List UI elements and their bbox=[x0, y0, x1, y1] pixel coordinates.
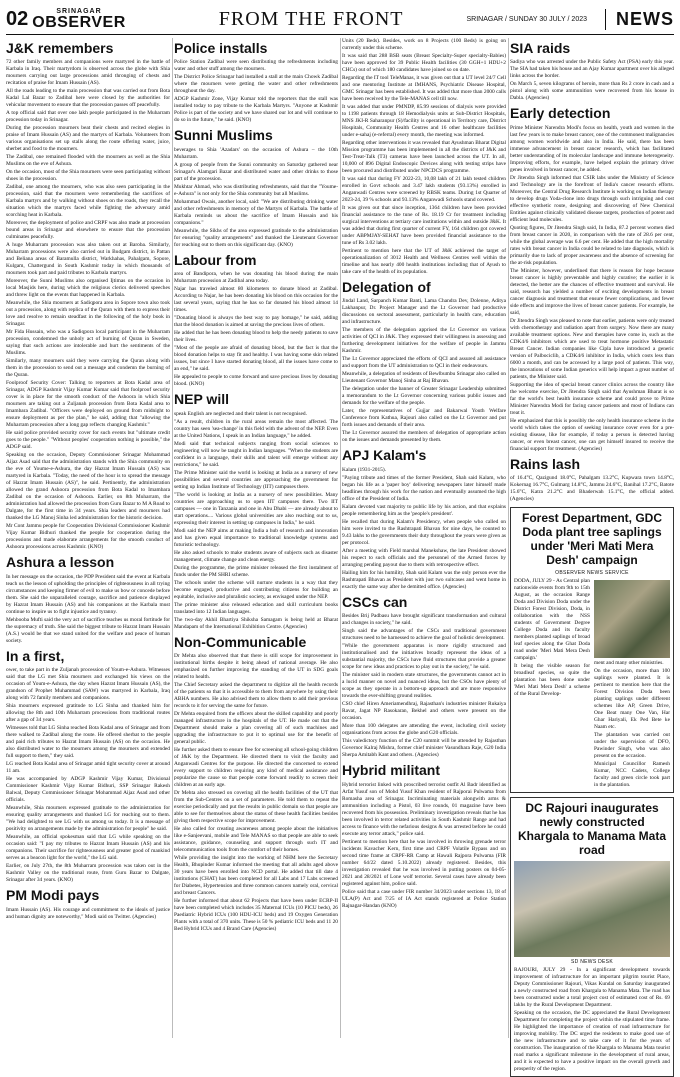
paragraph: Mr Fida Hussain, who was a Sadiqpora local participant in the Muharram procession, condemned the unholy act of burning of Quran in Sweden, saying that such actions are intolerable and hurt the sentiments of the Muslims. bbox=[6, 329, 170, 357]
paragraph: The District Police Srinagar had installed a stall at the main Chowk Zadibal where the mourners were getting the water and other refreshments throughout the day. bbox=[174, 74, 338, 95]
paragraph: Mohammad Owais, another local, said: "We are distributing drinking water and other refreshments in memory of the Martyrs of Karbala. The battle of Karbala reminds us about the sacrifice of Imam Hussain and his companions." bbox=[174, 198, 338, 226]
paragraph: Moreover, the Sunni Muslims also organised Ijtimas on the occasion in local Masjids here, during which the religious clerics delivered speeches and threw light on the events that happened in Karbala. bbox=[6, 278, 170, 299]
headline: CSCs can bbox=[342, 593, 408, 610]
two-column-body bbox=[514, 578, 670, 790]
paragraph: The Lt Governor appreciated the efforts of QCI and assured all assistance and support from the UT administration to QCI in their endeavours. bbox=[342, 356, 506, 370]
paragraph: It was said that during FY 2022-23, 10,08 lakh of 21 lakh tested children enrolled in Govt schools and 3.47 lakh students (93.13%) enrolled in Anganwadi Centres were screened by RBSK teams. During 1st Quarter of 2023-24, 39 % schools and 93.13% Anganwadi Schools stand covered. bbox=[342, 176, 506, 203]
paragraph: Quoting figures, Dr Jitendra Singh said, In India, 87.2 percent women died from breast cancer in 2020, in comparison with the rate of 28.6 per cent, while the global average was 6.6 per cent. He added that the high mortality rates with breast cancer in India could be related to late diagnosis, which is primarily due to lack of proper awareness and the absence of screening for the at-risk population. bbox=[510, 224, 674, 266]
paragraph: "While the government apparatus is more rigidly structured and institutionalised and the initiatives broadly represent the ideas of a substantial majority, the CSCs have fluid structures that provide a greater scope for new ideas and practices to play out in the society," he said. bbox=[342, 643, 506, 671]
paragraph: He also called for creating awareness among people about the initiatives like e-Sanjeevani, mobile and Tele MANAS so that people are able to seek assistance, guidance, counseling and support through such IT and telecommunication tools from the comfort of their homes. bbox=[174, 825, 338, 853]
paragraph: The two-day Akhil Bhartiya Shiksha Samagam is being held at Bharat Mandapam of the International Exhibition Centre. (Agencies) bbox=[174, 616, 338, 630]
paragraph: During the programme, the prime minister released the first instalment of funds under the PM SHRI scheme. bbox=[174, 564, 338, 578]
paragraph: It was given out that since inception, 1364 children have been provided financial assistance to the tune of Rs. 18.19 Cr for treatment including surgical interventions at tertiary care institutions within and outside J&K. It was added that during first quarter of current FY, 164 children got covered under ABPMJAY-SEHAT have been provided financial assistance to the tune of Rs 3.02 lakh. bbox=[342, 205, 506, 246]
paragraph: DODA, JULY 29 - As Central plan nationwide events from 9th to 15th August, as the occasion Range Doda and Division Doda under the District Forest Division, Doda, in collaboration with the NSS students of Government Degree College Doda and its faculty members planted saplings of broad leaf species along the Ghat Doda road under 'Meri Mati Mera Desh campaign.' bbox=[514, 578, 590, 662]
paragraph: Dr Jitendra Singh informed that CSIR labs under the Ministry of Science and Technology are in the forefront of India's cancer research efforts. Moreover, the Central Drug Research Institute is working on Indian therapy to develop drugs Yoda-clone into drugs through such intriguing and cost effective synthetic route, designing and discovering of New Chemical Entities against clinically validated disease targets, production of potent and efficient lead molecules. bbox=[510, 174, 674, 223]
paragraph: Dr Mehta enquired from the officers about the skilled capability and poorly managed infrastructure in the hospitals of the UT. He made out that the Department should make a plan covering all of such machines and upgrading the infrastructure to put it to optimal use for the benefit of general public. bbox=[174, 710, 338, 745]
paragraph: The Lt Governor assured the members of delegation of appropriate action on the issues and demands presented by them. bbox=[342, 430, 506, 444]
paragraph: The Zadibal, one remained flooded with the mourners as well as the Shia Muslims on the eve of Ashura. bbox=[6, 154, 170, 168]
paragraph: He further asked them to ensure free for screening all school-going children of J&K by the Department. He directed them to visit the faculty and Anganwadi Centres for the purpose. He directed the concerned to extend every support to children requiring any kind of medical assistance and popularize the cause so that people come forward readily to screen their children at an early age. bbox=[174, 746, 338, 788]
paragraph: Meanwhile, an official spokesman said that LG while speaking on the occasion said: "I pay my tributes to Hazrat Imam Hussain (AS) and his companions. Their sacrifice for righteousness and greater good of mankind serves as a beacon light for the world," the LG said. bbox=[6, 834, 170, 862]
paragraph: More than 100 delegates are attending the event, including civil society organisations from across the globe and G20 officials. bbox=[342, 723, 506, 737]
paragraph: Dr Mehta also observed that that there is still scope for improvement in institutional births despite it being ahead of national average. He also emphasized on further improving the standing of the UT in SDG goals related to health. bbox=[174, 652, 338, 680]
headline: Sunni Muslims bbox=[174, 127, 273, 144]
story-early-detection bbox=[510, 106, 674, 452]
paragraph: "The world is looking at India as a nursery of new possibilities. Many countries are approaching us to open IIT campuses there. Two IIT campuses — one in Tanzania and one in Abu Dhabi — are already about to start operations.... Various global universities are also reaching out to us, expressing their interest in setting up campuses in India," he said. bbox=[174, 491, 338, 526]
story-pm-modi bbox=[6, 888, 170, 920]
paragraph: Speaking on the occasion, Deputy Commissioner Srinagar Mohammad Aijaz Asad said that the administration stands with the Shia community on the eve of Youme-e-Ashura, the day Hazrat Imam Hussain (AS) was martyred in Karbala. "Today, the need of the hour is to spread the message of Hazrat Imam Hussain (AS)", he said. Pertinently, the administration allowed the grand Ashoora procession from Bota Kadal to Imambara Zadibal on the occasion of Ashoora. Earlier, on 8th Muharram, the administration had allowed the procession from Guru Bazar to M A Road to Dalgate, for the first time in 34 years. Shia leaders and mourners had thanked the LG Manoj Sinha led administration for the historic decision. bbox=[6, 452, 170, 522]
paragraph: During the procession mourners beat their chests and recited elegies in praise of Imam Hussain (AS) and the martyrs of Karbala. Volunteers from various organisations set up stalls along the route offering water, juice, sherbet and food to the mourners. bbox=[6, 125, 170, 153]
headline: In a first, bbox=[6, 647, 65, 664]
paragraph: Dr Jitendra Singh was pleased to note that earlier, patients were only treated with chemotherapy and radiation apart from surgery. Now there are many available treatment options. New and therapies have come in, such as the CDK4/6 inhibitors which are used to treat hormone positive Metastatic Breast Cancer. Indian companies like Cipla have introduced a generic version of Palbociclib, a CDK4/6 inhibitor in India, which costs less than 6000 a month, and can be accessed by a large pool of patients. This way, the innovations of some Indian generics will help impact a great number of patients, the Minister said. bbox=[510, 317, 674, 380]
paragraph: The members of the delegation apprised the Lt Governor on various activities of QCI in J&K. They expressed their willingness in assessing and furthering development initiatives for the welfare of people in Jammu Kashmir. bbox=[342, 327, 506, 355]
paragraph: Shia mourners expressed gratitude to LG Sinha and thanked him for allowing the 8th and 10th Muharram processions from traditional routes after a gap of 34 years. bbox=[6, 703, 170, 724]
paragraph: RAJOURI, JULY 29 - In a significant development towards improvement of infrastructure for an important pilgrim tourist Place, Deputy Commissioner Rajouri, Vikas Kundal on Saturday inaugurated a newly constructed road from Khargala to Manama Mata. The road has been constructed under a total project cost of estimated cost of Rs. 69 lakhs by the Rural Development Department. bbox=[514, 966, 670, 1008]
paragraph: A top official said that over one lakh people participated in the Muharram procession today in Srinagar. bbox=[6, 110, 170, 124]
column-4 bbox=[510, 38, 674, 1072]
paragraph: CSO chief Hiren Ameriamendhraj, Rajasthan's industries minister Rukaiya Ravat, Jagat NP Rasokaran, Bekhel and others were present on the occasion. bbox=[342, 701, 506, 722]
story-delegation bbox=[342, 280, 506, 444]
story-health-continued bbox=[342, 38, 506, 276]
headline: SIA raids bbox=[510, 40, 571, 56]
column-1 bbox=[6, 38, 170, 1038]
paragraph: ADGP Kashmir Zone, Vijay Kumar told the reporters that the stall was installed today to pay tribute to the Karbala Martyrs. "Anyone at Kashmir Police is part of the society and we have shared our lot and will continue to do so in the future," he said. (KNO) bbox=[174, 96, 338, 124]
byline: SD NEWS DESK bbox=[571, 958, 613, 965]
paragraph: Kalam devoted vast majority to public life by his action, and that explains people remembering him as the 'people's president'. bbox=[342, 503, 506, 517]
story-non-communicable bbox=[174, 635, 338, 933]
paragraph: This valedictory function of the C20 summit will be attended by Rajasthan Governor Kalraj Mishra, former chief minister Vasundhara Raje, G20 India Sherpa Amitabh Kant and others. (Agencies) bbox=[342, 738, 506, 759]
paragraph: The minister said in modern state structures, the governments cannot act in a lucid manner on novel and nuanced ideas, but the CSOs have plenty of scope as they operate in a bottom-up approach and are more responsive towards the ever-shifting ground realities. bbox=[342, 672, 506, 700]
body-right-text bbox=[594, 660, 670, 789]
paragraph: He said police provided security cover for such events but "ultimate credit goes to the people." "Without peoples' cooperation nothing is possible," the ADGP said. bbox=[6, 430, 170, 451]
paragraph: Earlier, on July 27th, the 8th Muharram procession was taken out in the Kashmir Valley on the traditional route, from Guru Bazar to Dalgate, Srinagar after 34 years. (KNO) bbox=[6, 863, 170, 884]
story-forest-department bbox=[510, 507, 674, 793]
paragraph: The delegation under the banner of Greater Srinagar Leadership submitted a memorandum to the Lt Governor concerning various public issues and demands for the welfare of the people. bbox=[342, 386, 506, 407]
headline: NEP will bbox=[174, 391, 229, 408]
paragraph: area of Bandipora, when he was donating his blood during the main Muharram procession at Zadibal area today. bbox=[174, 271, 338, 285]
paragraph: 72 other family members and companions were martyred in the battle of Karbala in Iraq. Their martyrdom is observed across the globe with Shia mourners carrying out large processions amid thronging of chests and recitation of praise for Imam Hussain (AS). bbox=[6, 59, 170, 87]
headline: Non-Communicable bbox=[174, 633, 307, 650]
page-number: 02 bbox=[6, 7, 29, 30]
column-3 bbox=[342, 38, 506, 1038]
paragraph: Regarding the IT tool TeleManas, it was given out that a UT level 24/7 Cell and one mentoring Institute at IMHANS, Psychiatric Disease Hospital, GMC Srinagar has been established. It was added that more than 2000 calls have been received by the Tele-MANAS cell till now. bbox=[342, 75, 506, 102]
paragraph: The prime minister also released education and skill curriculum books translated into 12 Indian languages. bbox=[174, 601, 338, 615]
headline: Police installs bbox=[174, 40, 268, 56]
paragraph: Najar has traveled almost 80 kilometers to donate blood at Zadibal. According to Najar, he has been donating his blood on this occasion for the last several years, saying that he has so far donated his blood almost 14 times. bbox=[174, 286, 338, 314]
column-2 bbox=[174, 38, 338, 1038]
paragraph: Meanwhile, a delegation of residents of Bewlbumbu Srinagar also called on Lieutenant Governor Manoj Sinha at Raj Bhavan. bbox=[342, 371, 506, 385]
paragraph: The plantation was carried out under the supervision of DFO, Pawinder Singh, who was also present on the occasion. bbox=[594, 732, 670, 760]
paragraph: In her message on the occasion, the PDP President said the event at Karbala teach us the lesson of upholding the principles of righteousness in all trying circumstances and keeping firmer of evil to make us bow or concede before them. She said the unparalleled courage, sacrifice and patience displayed by Hazrat Imam Hussain (AS) and his companions at the Karbala must continue to inspire us to fight injustice and tyranny. bbox=[6, 573, 170, 615]
paragraph: All the roads leading to the main procession that was carried out from Bota Kadal Lal Bazar to Zadibal here were closed by the authorities for vehicular movement to ensure that the procession passes off peacefully. bbox=[6, 88, 170, 109]
column-divider bbox=[340, 38, 341, 1038]
body bbox=[514, 967, 670, 1073]
headline: Early detection bbox=[510, 105, 611, 122]
paragraph: Similarly, many mourners said they were carrying the Quran along with them in the procession to send out a message and condemn the burning of the Quran. bbox=[6, 358, 170, 379]
paragraph: The schools under the scheme will nurture students in a way that they become engaged, productive and contributing citizens for building an equitable, inclusive and pluralistic society, as envisaged under the NEP. bbox=[174, 579, 338, 600]
paragraph: Sadiya who was arrested under the Public Safety Act (PSA) early this year. The SIA had taken his house and an Ajay Kumar apartment over his alleged links across the border. bbox=[510, 59, 674, 80]
paragraph: Hybrid terrorist linked with proscribed terrorist outfit Al Badr identified as Arfat Yusuf son of Mohd Yusuf Khan resident of Rajporai Pulwama from Romasha area of Srinagar. Incriminating materials alongwith arms & ammunition including a Pistol, 03 live rounds, 01 magazine have been recovered from his possession. Preliminary investigation reveals that he has been involved in terror related activities in South Kashmir Range and had access to finance with the nefarious designs & was arrested before he could execute any terror attack," police said. bbox=[342, 781, 506, 837]
paragraph: He recalled that during Kalam's Presidency, when people who called on him were invited to the Rashtrapati Bhavan for nine days, he counted to 9.43 lakhs to the governments their duty throughout the years were given as per protocol. bbox=[342, 518, 506, 546]
paragraph: Mehbooba Mufti said the very act of sacrifice teaches us moral fortitude for the supremacy of truth. She said the biggest tribute to Hazrat Imam Hussain (A.S.) would be that we stand united for the welfare and peace of human society. bbox=[6, 616, 170, 644]
story-labour-from bbox=[174, 253, 338, 388]
paragraph: He was accompanied by ADGP Kashmir Vijay Kumar, Divisional Commissioner Kashmir Vijay Kumar Bidhuri, SSP Srinagar Rakesh Balwal, Deputy Commissioner Srinagar Mohammad Aijaz Asad and other officials. bbox=[6, 776, 170, 804]
brand-logo bbox=[32, 8, 126, 31]
masthead bbox=[6, 4, 674, 35]
headline: APJ Kalam's bbox=[342, 447, 427, 464]
paragraph: Regarding other interventions it was revealed that Ayushman Bharat Digital Mission programme has been implemented in all the districts of J&K and Test-Treat-Talk (T3) cameras have been launched across the UT. In all, 10,000 of 896 Digital Endoscopic Devices along with testing strips have been procured and distributed under NPCDCS programme. bbox=[342, 140, 506, 174]
paragraph: "As a result, children in the rural areas remain the most affected. The country has seen 'sea-change' in this field with the advent of the NEP. Even at the United Nations, I speak in an Indian language," he added. bbox=[174, 418, 338, 439]
paragraph: While providing the insight into the working of NHM here the Secretary Health, Bhupinder Kumar informed the meeting that all adults aged above 30 years have been enrolled into NCD portal. He added that till date 4 institutions (CHAT) has been completed for all Labs and 17 Labs screened for Diabetes, Hypertension and three common cancers namely oral, cervical and breast Cancers. bbox=[174, 854, 338, 896]
road-inauguration-photo bbox=[514, 861, 670, 957]
story-jk-remembers bbox=[6, 41, 170, 551]
headline: Labour from bbox=[174, 251, 257, 268]
paragraph: ment and many other ministries. bbox=[594, 660, 664, 667]
headline: Ashura a lesson bbox=[6, 554, 115, 571]
paragraph: Imam Hussain (AS). His courage and commitment to the ideals of justice and human dignity are noteworthy," Modi said on Twitter. (Agencies) bbox=[6, 906, 170, 920]
tree-planting-photo bbox=[594, 580, 670, 658]
story-police-installs bbox=[174, 41, 338, 124]
paragraph: Kalam (1931-2015). bbox=[342, 466, 387, 473]
brand-main: OBSERVER bbox=[32, 13, 126, 31]
headline: PM Modi pays bbox=[6, 887, 100, 904]
paragraph: The Prime Minister said the world is looking at India as a nursery of new possibilities and several countries are approaching the government for setting up Indian Institute of Technology (IIT) campuses there. bbox=[174, 469, 338, 490]
story-cscs-can bbox=[342, 595, 506, 759]
paragraph: Witnesses told that LG Sinha reached Bota Kadal area of Srinagar and from there walked to Zadibal along the route. He offered sherbat to the people and paid rich tributes to Hazrat Imam Hussain (AS) on the occasion. He also distributed water to the mourners among the mourners and extended full support to them," they said. bbox=[6, 725, 170, 760]
paragraph: Zadibal, one among the mourners, who was also seen participating in the procession, said that the mourners were remembering the sacrifices of Karbala martyrs and by walking without shoes on the roads, they recall the situation which the martyrs faced while fighting the adversary amid scorching heat in Karbala. bbox=[6, 184, 170, 219]
paragraph: "Most of the people are afraid of donating blood, but the fact is that the blood donation helps to stay fit and healthy. I was having some skin related issues, but since I have started donating blood, all the issues have come to an end," he said. bbox=[174, 345, 338, 373]
paragraph: He added that he has been donating blood to help the needy patients to save their lives. bbox=[174, 330, 338, 344]
paragraph: On the occasion, most of the Shia mourners were seen participating without shoes in the procession. bbox=[6, 169, 170, 183]
paragraph: Supporting the idea of special breast cancer clinics across the country like the welcome exercise, Dr Jitendra Singh said that Ayushman Bharat is so far the world's best health insurance scheme and could prove to Prime Minister Narendra Modi for facing cancer patients and most of Indians can treat it. bbox=[510, 381, 674, 416]
paragraph: A huge Muharram procession was also taken out at Baroba. Similarly, Muharram processions were also carried out in Budgam district, in Pattan and Beliana areas of Baramulla district, Warkhahas, Pahalgam, Sopore, Kulgam, Chattergund in South Kashmir today in which thousands of mourners took part and paid tributes to Karbala martyrs. bbox=[6, 242, 170, 277]
paragraph: of 16.4°C, Qazigund 18.0°C, Pahalgam 13.2°C, Kupwara town 14.8°C, Kokernag 16.7°C, Gulmarg 14.8°C, Jammu 24.6°C, Banihal 17.2°C, Batote 15.6°C, Katra 21.2°C and Bhaderwah 15.1°C, the official added. (Agencies) bbox=[510, 475, 674, 503]
paragraph: It being the visible season for broadleaf species, so quite the plantation has been done under 'Meri Mati Mera Desh' a scheme of the Rural Develop- bbox=[514, 663, 590, 698]
story-ashura-lesson bbox=[6, 555, 170, 644]
paragraph: Municipal Councillor Ramesh Kumar, NCC Cadets, College faculty and green circle took part in the plantation. bbox=[594, 761, 670, 789]
paragraph: ower, to take part in the Zuljanah procession of Youm-e-Ashura. Witnesses said that the LG met Shia mourners and exchanged his views on the occasion of Youm-e-Ashura, the day when Hazrat Imam Hussain (AS), the grandson of Prophet Muhammad (SAW) was martyred in Karbala, Iraq along with 72 family members and companions. bbox=[6, 667, 170, 702]
paragraph: "Paying tribute and times of the former President, Shah said Kalam, who began his life as a 'paper boy' delivering newspapers later himself made headlines through his work for the nation and eventually assumed the high office of the President of India. bbox=[342, 474, 506, 502]
paragraph: On the occasion, more than 100 saplings were planted. It is pertinent to mention here that the Forest Division Doda been planting saplings under different schemes like AP, Green Drive, One Beat many One Van, Har Ghar Hariyali, Ek Ped Bete ke Naam etc. bbox=[594, 668, 670, 731]
paragraph: It was added that under PMNDP, 85.99 sessions of dialysis were provided to 1198 patients through 18 Hemodialysis units at Sub-District Hospitals, MNS JKI-R Saharanpur (S)/facility is operational in Territory care, District Hospitals, Community Health Centres and 16 other healthcare facilities under e-sahaj (e-referral) every month, the meeting was informed. bbox=[342, 104, 506, 138]
paragraph: Police Station Zadibal were seen distributing the refreshments including water and other stuff among the mourners. bbox=[174, 59, 338, 73]
paragraph: The Chief Secretary asked the department to digitize all the health records of the patients so that it is accessible to them from anywhere by using their ABHA numbers. He also advised them to allow them to add their previous records to it for serving the same for future. bbox=[174, 681, 338, 709]
paragraph: Besides Brij Padbasu have brought significant transformation and cultural and changes in society," he said. bbox=[342, 613, 506, 627]
paragraph: beverages to Shia 'Azadars' on the occasion of Ashura – the 10th Muharram. bbox=[174, 146, 338, 160]
section-tag: NEWS bbox=[605, 9, 674, 30]
headline: Rains lash bbox=[510, 455, 581, 472]
paragraph: Units (20 Beds). Besides, work on 8 Projects (100 Beds) is going on currently under this scheme. bbox=[342, 38, 506, 51]
story-sia-raids bbox=[510, 41, 674, 102]
headline: Hybrid militant bbox=[342, 762, 441, 779]
paragraph: Foolproof Security Cover: Talking to reporters at Bota Kadal area of Srinagar, ADGP Kashmir Vijay Kumar Kumar said that foolproof security cover is in place for the smooth conduct of the Ashoora in which Shia mourners are taking out a Zuljanah procession from Bota Kadal area to Imambara Zadibal. "Officers were deployed on ground from midnight to ensure deployment as per the plan," he said, adding that "allowing the Muharram procession after a long gap reflects changing Kashmir." bbox=[6, 380, 170, 429]
paragraph: Modi said the NEP aims at making India a hub of research and innovation and has given equal importance to traditional knowledge systems and futuristic technology. bbox=[174, 527, 338, 548]
dateline: SRINAGAR / SUNDAY 30 JULY / 2023 bbox=[466, 15, 587, 23]
headline: Delegation of bbox=[342, 279, 431, 295]
paragraph: Jindal Land, Sarpanch Kumar Banti, Lama Chandra Dev, Dolenne, Aditya Lakhanpur, Dr. Project Manager and the Lt Governor had productive discussions on sectoral assessment, particularly in health care, education and infrastructure. bbox=[342, 298, 506, 326]
paragraph: Singh said the advantages of the CSCs and traditional government structures need to be harnessed to achieve the goal of holistic development. bbox=[342, 628, 506, 642]
headline: Forest Department, GDC Doda plant tree saplings under 'Meri Mati Mera Desh' campaign bbox=[521, 511, 663, 567]
paragraph: LG reached Bota Kadal area of Srinagar amid tight security cover at around 11 am. bbox=[6, 761, 170, 775]
column-divider bbox=[508, 38, 509, 1038]
story-dc-rajouri bbox=[510, 797, 674, 1076]
paragraph: "Donating blood is always the best way to pay homage," he said, adding that the blood donation is aimed at saving the precious lives of others. bbox=[174, 315, 338, 329]
story-rains-lash bbox=[510, 457, 674, 503]
body-right bbox=[594, 578, 670, 790]
brand-top: SRINAGAR bbox=[56, 7, 102, 15]
paragraph: He further informed that about 62 Projects that have been under ECRP-II have been completed which includes 35 Maternal ICUs (10 PICU beds), 26 Paediatric Hybrid ICUs (100 HDU-ICU beds) and 19 Oxygen Generation Plants with a total of 370 units. These is 50 % pediatric ICU beds and 11 20 Bed Hybrid ICUs and 4 Brand Care (Agencies) bbox=[174, 897, 338, 932]
byline: OBSERVER NEWS SERVICE bbox=[555, 570, 629, 577]
paragraph: He appealed to people to come forward and save precious lives by donating blood. (KNO) bbox=[174, 374, 338, 388]
paragraph: He also asked schools to make students aware of subjects such as disaster management, climate change and clean energy. bbox=[174, 549, 338, 563]
paragraph: Mr Cont Jammu people for Cooperation Divisional Commissioner Kashmir Vijay Kumar Bidhuri thanked the people for cooperation during the processions and made elaborate arrangements for the smooth conduct of Ashoora processions across Kashmir. (KNO) bbox=[6, 523, 170, 551]
paragraph: The Minister, however, underlined that there is reason for hope because breast cancer is highly preventable and highly curative; the earlier it is detected, the better are the chances of effective treatment and survival. He said, research has yielded a number of exciting developments in breast cancer diagnosis and treatment that ensure fewer complications, and fewer side effects and improve the lives of breast cancer patients. For example, he said, bbox=[510, 267, 674, 316]
story-in-a-first bbox=[6, 649, 170, 884]
column-divider bbox=[172, 38, 173, 1038]
paragraph: Moreover, the deployment of police and CRPF was also made at procession bound areas in Srinagar and elsewhere to ensure that the procession culminates peacefully. bbox=[6, 220, 170, 241]
paragraph: Mukhtar Ahmad, who was distributing refreshments, said that the "Youme-e-Ashura" is not only for the Shia community but all Muslims. bbox=[174, 183, 338, 197]
paragraph: Meanwhile, Shia mourners expressed gratitude to the administration for ensuring quality arrangements and thanked LG for reaching out to them. "We had delighted to see LG with us among us today. It is a message of positivity on arrangements made by the administration for people" he said. bbox=[6, 805, 170, 833]
paragraph: Police said that a case under FIR number 34/2023 under sections 13, 18 of ULA(P) Act and 7/25 of IA Act stands registered at Police Station Rajnagar-Handan (KNO) bbox=[342, 888, 506, 909]
paragraph: Pertinent to mention here that the UT of J&K achieved the target of operationalization of 3012 Health and Wellness Centres well within the timeline and has nearly 400 health institutions including that of Ayush to take care of the health of its population. bbox=[342, 248, 506, 275]
paragraph: Meanwhile, the Shia mourners at Sadiqpora area in Sopore town also took out a procession, along with replica of the Quran with them to express their love and resolve to remain steadfast in the following of the holy book in Srinagar. bbox=[6, 300, 170, 328]
section-title: FROM THE FRONT bbox=[218, 7, 404, 30]
paragraph: After a meeting with Field marshal Manekshaw, the late President showed his respect to such officials and the personnel of the Armed forces by arranging pending payout due to them with retrospective effect. bbox=[342, 547, 506, 568]
story-sunni-muslims bbox=[174, 128, 338, 248]
paragraph: speak English are neglected and their talent is not recognised. bbox=[174, 410, 307, 417]
paragraph: He emphasized that this is possibly the only health insurance scheme in the world which takes the option of seeking insurance cover even for a pre-existing disease, like for example, if today a person is detected having cancer, or even breast cancer, one can get himself insured to receive the financial support for treatment. (Agencies) bbox=[510, 417, 674, 452]
body-left bbox=[514, 578, 590, 790]
story-nep-will bbox=[174, 392, 338, 630]
headline: DC Rajouri inaugurates newly constructed Khargala to Manama Mata road bbox=[517, 801, 667, 857]
paragraph: A group of people from the Sunni community on Saturday gathered near Srinagar's Alamgari Bazar and distributed water and other drinks to those part of the procession. bbox=[174, 161, 338, 182]
headline: J&K remembers bbox=[6, 40, 114, 56]
paragraph: It was said that 288 BSB seats (Breast Specialty-Super specialty-Babies) have been approved for 39 Public Health facilities (30 GGH+1 HDU+2 CHCs) out of which 180 candidates have joined so on date. bbox=[342, 53, 506, 73]
paragraph: Modi said that technical subjects ranging from social sciences to engineering will now be taught in Indian languages. "When the students are confident in a language, their skills and talent will emerge without any restrictions," he said. bbox=[174, 440, 338, 468]
story-hybrid-militant bbox=[342, 763, 506, 909]
paragraph: On March 5, seven kilograms of heroin, more than Rs 2 crore in cash and a pistol along with some ammunition were recovered from his house in Dabla. (Agencies) bbox=[510, 81, 674, 102]
paragraph: Pertinent to mention here that he was involved in throwing grenade terror incidents Kavacher Kern, first time and CRPF Volatile Bypass and on second time frame at CRPF-RR Camp at Hawali Rajpora Pulwama (FIR number 64/22 dated 5.10.2022) already registered. Besides, this investigation revealed that he was involved in putting posters on 04-05-2021 and 28/2021 of Lone wolf terrorist. Several cases have already been registered against him, police said. bbox=[342, 838, 506, 887]
paragraph: Meanwhile, the Sikhs of the area expressed gratitude to the administration for ensuring "quality arrangements" and thanked the Lieutenant Governor for reaching out to them on this significant day. (KNO) bbox=[174, 227, 338, 248]
paragraph: Prime Minister Narendra Modi's focus on health, youth and women in the last few years is to make breast cancer, one of the commonest malignancies among women worldwide and also in India. He said, there has been immense advancement in breast cancer research, which has facilitated better understanding of its molecular landscape and immune heterogeneity. Improving efforts, for example, have helped explain the primary driver genes involved in breast cancer, he added. bbox=[510, 124, 674, 173]
paragraph: Dr Mehta also stressed on covering all the health facilities of the UT that from the Sub-Centres on a set of parameters. He told them to repeat the exercise periodically and put the results in public domain so that people are able to see for themselves about the status of these health facilities besides giving them respective scope for improvement. bbox=[174, 789, 338, 824]
story-apj-kalam bbox=[342, 448, 506, 590]
paragraph: Speaking on the occasion, the DC appreciated the Rural Development Department for completing the project within the stipulated time frame. He highlighted the importance of creation of road infrastructure for improving mobility. The DC urged the residents to make good use of the new infrastructure and to take care of it for the years of construction. The inauguration of the Khargala to Manama Mata tourist road marks a significant milestone in the development of rural areas, and it is expected to have a positive impact on the overall growth and prosperity of the region. bbox=[514, 1009, 670, 1072]
paragraph: Later, the representatives of Gujjar and Bakarwal Youth Welfare Conference from Kathua, Rajouri also called on the Lt Governor and put forth issues and demands of their area. bbox=[342, 408, 506, 429]
paragraph: Hailing him for his humility, Shah said Kalam was the only person ever the Rashtrapati Bhavan as President with just two suitcases and went home in exactly the same way after he demitted office. (Agencies) bbox=[342, 569, 506, 590]
